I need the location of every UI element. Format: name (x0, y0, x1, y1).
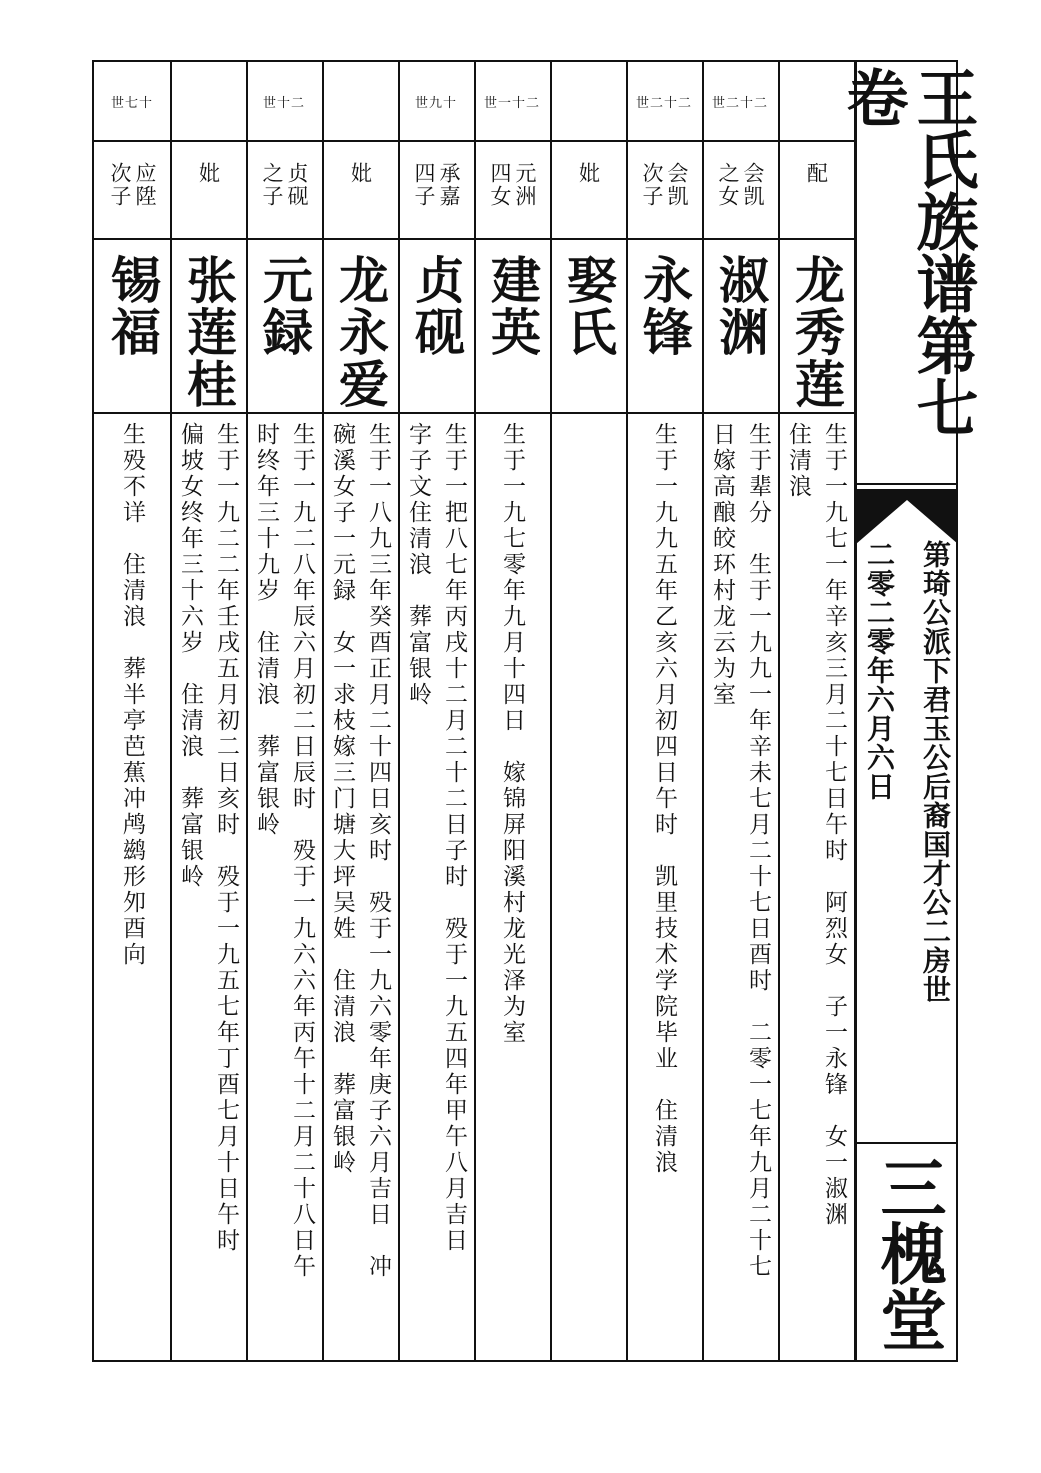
generation-label: 世一十二 (483, 95, 540, 111)
relation-label: 贞砚 之子 (260, 162, 309, 208)
record-column (94, 62, 170, 1360)
record-column (702, 62, 778, 1360)
relation-label: 配 (804, 162, 829, 185)
genealogy-page (92, 60, 979, 1362)
generation-label (322, 62, 398, 140)
relation-label: 承嘉 四子 (412, 162, 461, 208)
record-column (626, 62, 702, 1360)
compiled-date: 二零二零年六月六日 (863, 540, 896, 801)
generation-label: 世七十 (110, 95, 153, 111)
record-column (322, 62, 398, 1360)
hall-name: 三槐堂 (869, 1154, 946, 1352)
record-column (550, 62, 626, 1360)
biography-text: 生于一九九五年乙亥六月初四日午时 凯里技术学院毕业 住清浪 (651, 422, 677, 1176)
person-name: 龙秀莲 (787, 254, 845, 410)
record-column (398, 62, 474, 1360)
biography-text: 生于辈分 生于一九九一年辛未七月二十七日酉时 二零一七年九月二十七 日嫁高酿皎环村龙云为室 (709, 422, 771, 1280)
generation-label (170, 62, 246, 140)
generation-label: 世二十二 (635, 95, 692, 111)
biography-text: 生于一九二二年壬戌五月初二日亥时 殁于一九五七年丁酉七月十日午时 偏坡女终年三十六岁 住清浪 葬富银岭 (177, 422, 239, 1254)
relation-label: 妣 (196, 162, 221, 185)
generation-label: 世二十二 (711, 95, 768, 111)
biography-text: 生于一八九三年癸酉正月二十四日亥时 殁于一九六零年庚子六月吉日 冲 碗溪女子一元録 女一求枝嫁三门塘大坪吴姓 住清浪 葬富银岭 (329, 422, 391, 1280)
relation-label: 会凯 之女 (716, 162, 765, 208)
title-panel (836, 62, 979, 1360)
generation-label: 世九十 (414, 95, 457, 111)
person-name: 贞砚 (407, 254, 465, 358)
biography-text: 生殁不详 住清浪 葬半亭芭蕉冲鸬鹚形夘酉向 (119, 422, 145, 968)
person-name: 永锋 (635, 254, 693, 358)
branch-subtitle: 第琦公派下君玉公后裔国才公二房世 (919, 540, 952, 1004)
person-name: 张莲桂 (179, 254, 237, 410)
person-name: 娶氏 (559, 254, 617, 358)
biography-text: 生于一九七零年九月十四日 嫁锦屏阳溪村龙光泽为室 (499, 422, 525, 1046)
relation-label: 会凯 次子 (640, 162, 689, 208)
biography-text: 生于一九二八年辰六月初二日辰时 殁于一九六六年丙午十二月二十八日午 时终年三十九岁 住清浪 葬富银岭 (253, 422, 315, 1280)
person-name: 淑渊 (711, 254, 769, 358)
record-column (474, 62, 550, 1360)
generation-label (550, 62, 626, 140)
relation-label: 应陞 次子 (108, 162, 157, 208)
generation-label: 世十二 (262, 95, 305, 111)
biography-text: 生于一九七一年辛亥三月二十七日午时 阿烈女 子一永锋 女一淑渊 住清浪 (785, 422, 847, 1228)
relation-label: 元洲 四女 (488, 162, 537, 208)
hall-divider (856, 1142, 958, 1144)
book-title: 王氏族谱第七卷 (836, 66, 979, 438)
record-column (246, 62, 322, 1360)
person-name: 元録 (255, 254, 313, 358)
record-column (170, 62, 246, 1360)
biography-text: 生于一把八七年丙戌十二月二十二日子时 殁于一九五四年甲午八月吉日 字子文住清浪 葬富银岭 (405, 422, 467, 1254)
relation-label: 妣 (348, 162, 373, 185)
person-name: 龙永爱 (331, 254, 389, 410)
relation-label: 妣 (576, 162, 601, 185)
person-name: 锡福 (103, 254, 161, 358)
person-name: 建英 (483, 254, 541, 358)
